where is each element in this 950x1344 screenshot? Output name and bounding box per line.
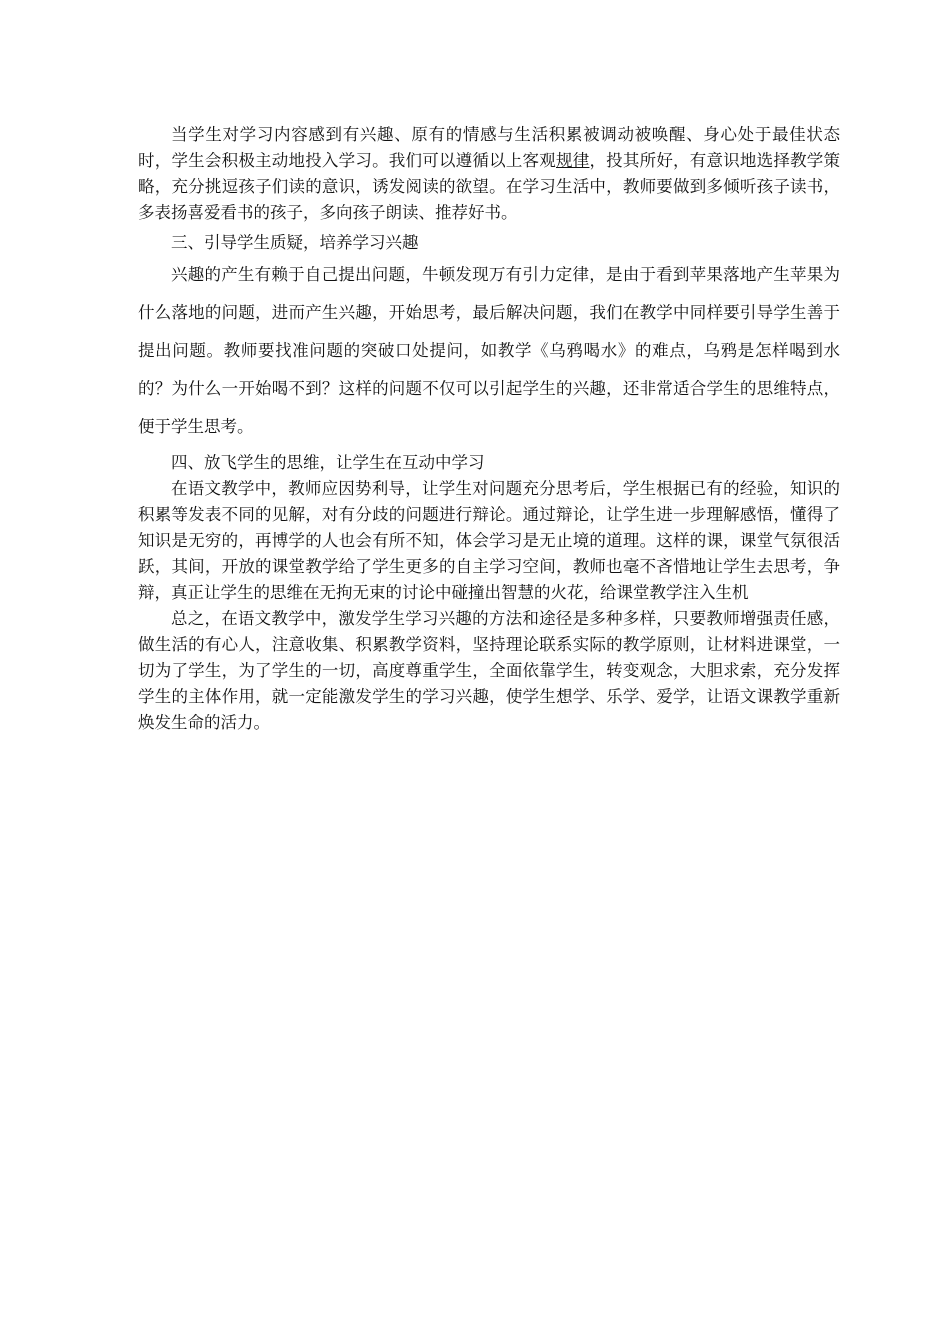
paragraph-conclusion: 总之，在语文教学中，激发学生学习兴趣的方法和途径是多种多样，只要教师增强责任感，做生活的有心人，注意收集、积累教学资料，坚持理论联系实际的教学原则，让材料进课堂，一切为了学生，为了学生的一切，高度尊重学生，全面依靠学生，转变观念，大胆求索，充分发挥学生的主体作用，就一定能激发学生的学习兴趣，使学生想学、乐学、爱学，让语文课教学重新焕发生命的活力。 (138, 609, 840, 732)
guilu-link[interactable]: 规律 (556, 151, 590, 170)
section-heading-3: 三、引导学生质疑，培养学习兴趣 (171, 233, 419, 252)
paragraph-questioning: 兴趣的产生有赖于自己提出问题，牛顿发现万有引力定律，是由于看到苹果落地产生苹果为什么落地的问题，进而产生兴趣，开始思考，最后解决问题，我们在教学中同样要引导学生善于提出问题。教师要找准问题的突破口处提问，如教学《乌鸦喝水》的难点，乌鸦是怎样喝到水的？为什么一开始喝不到？这样的问题不仅可以引起学生的兴趣，还非常适合学生的思维特点，便于学生思考。 (138, 265, 840, 436)
document-page (138, 122, 840, 736)
paragraph-reading-interest (138, 122, 840, 226)
paragraph-text: ，投其所好，有意识地选择教学策略，充分挑逗孩子们读的意识，诱发阅读的欲望。在学习生活中，教师要做到多倾听孩子读书，多表扬喜爱看书的孩子，多向孩子朗读、推荐好书。 (138, 151, 841, 222)
section-heading-4: 四、放飞学生的思维，让学生在互动中学习 (171, 453, 485, 472)
paragraph-text: 当学生对学习内容感到有兴趣、原有的情感与生活积累被调动被唤醒、身心处于最佳状态时，学生会积极主动地投入学习。我们可以遵循以上客观 (138, 125, 840, 170)
paragraph-interaction: 在语文教学中，教师应因势利导，让学生对问题充分思考后，学生根据已有的经验，知识的积累等发表不同的见解，对有分歧的问题进行辩论。通过辩论，让学生进一步理解感悟，懂得了知识是无穷的，再博学的人也会有所不知，体会学习是无止境的道理。这样的课，课堂气氛很活跃，其间，开放的课堂教学给了学生更多的自主学习空间，教师也毫不吝惜地让学生去思考，争辩，真正让学生的思维在无拘无束的讨论中碰撞出智慧的火花，给课堂教学注入生机 (138, 479, 840, 602)
